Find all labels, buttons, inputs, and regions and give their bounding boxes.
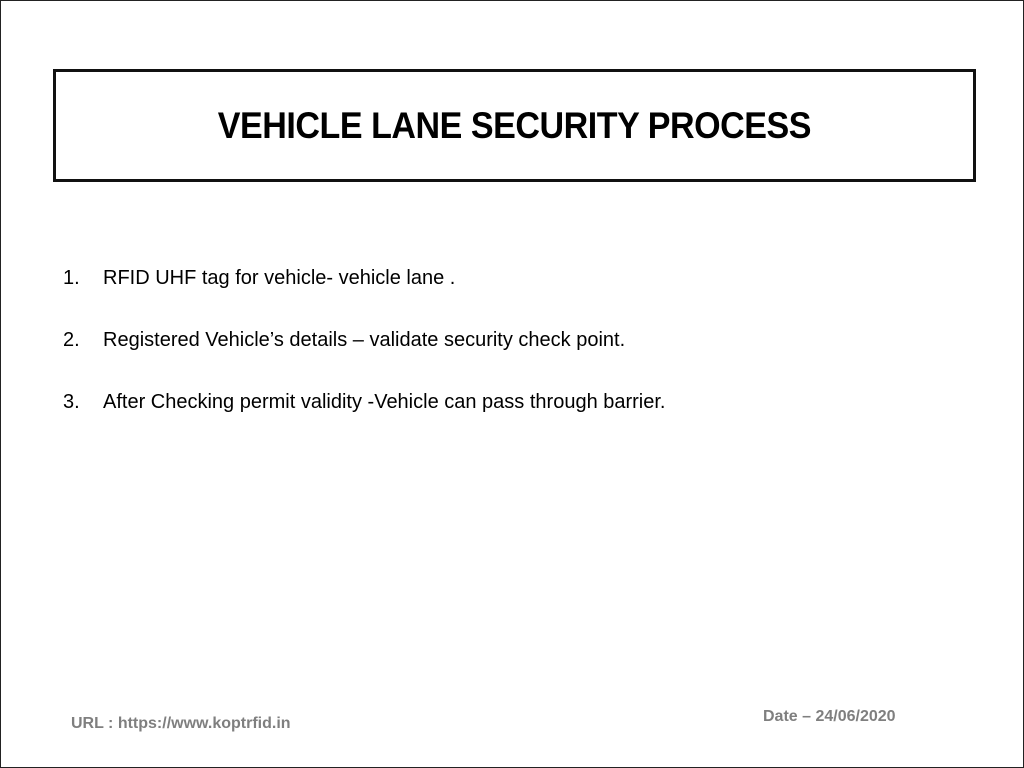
list-item	[63, 267, 963, 329]
list-item-text: After Checking permit validity -Vehicle can pass through barrier.	[103, 391, 666, 413]
list-item	[63, 329, 963, 391]
footer-url: URL : https://www.koptrfid.in	[71, 715, 291, 732]
list-item-text: Registered Vehicle’s details – validate security check point.	[103, 329, 626, 351]
list-item-text: RFID UHF tag for vehicle- vehicle lane .	[103, 267, 456, 289]
list-item-number: 3.	[63, 391, 80, 413]
list-item	[63, 391, 963, 453]
list-item-number: 1.	[63, 267, 80, 289]
slide-title: VEHICLE LANE SECURITY PROCESS	[217, 104, 812, 146]
title-box	[53, 69, 976, 182]
list-item-number: 2.	[63, 329, 80, 351]
points-list	[63, 267, 963, 453]
footer-date: Date – 24/06/2020	[763, 708, 896, 725]
